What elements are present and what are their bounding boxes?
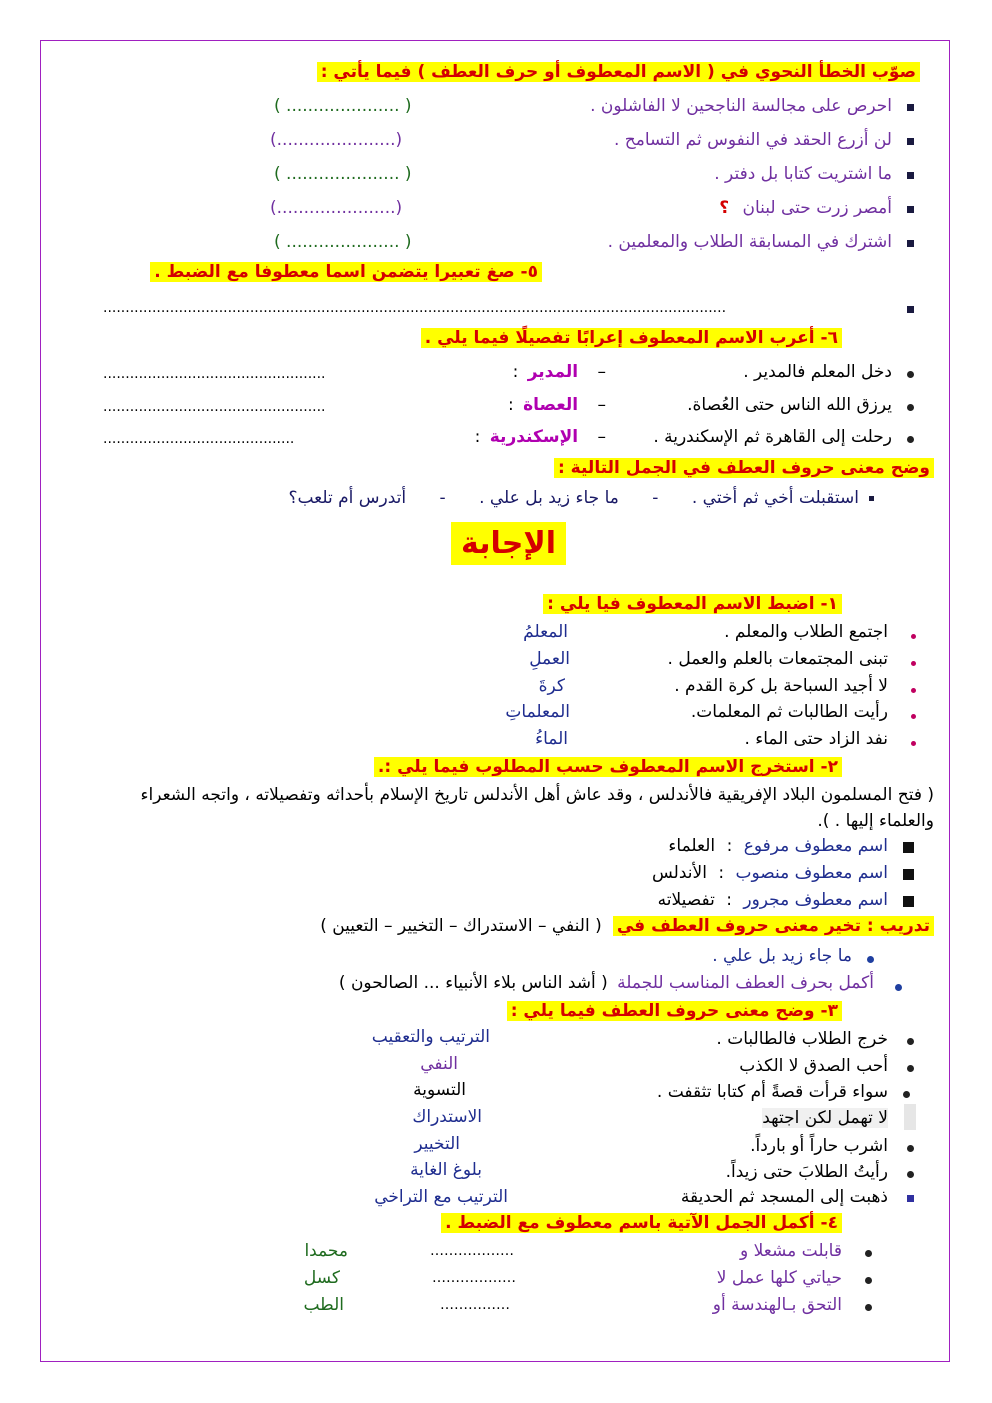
- training-label: تدريب : تخير معنى حروف العطف في: [613, 916, 934, 936]
- a2-item-1: [668, 836, 888, 856]
- a2-value-3: تفصيلاته: [657, 890, 715, 910]
- bullet-icon: [907, 404, 914, 411]
- bullet-icon: [907, 1038, 914, 1045]
- q1-item-5: اشترك في المسابقة الطلاب والمعلمين .: [607, 232, 892, 252]
- a2-passage-line-1: ( فتح المسلمون البلاد الإفريقية فالأندلس ، وقد عاش أهل الأندلس تاريخ الإسلام بأحداثه وتفصيلاته ، واتجه الشعراء: [140, 785, 934, 805]
- training-item-2-quote: ( أشد الناس بلاء الأنبياء ... الصالحون ): [338, 973, 608, 993]
- bullet-icon: [907, 1171, 914, 1178]
- q6-item-1-word: [513, 362, 606, 382]
- a2-value-2: الأندلس: [652, 863, 707, 883]
- q1-blank-1: ( ..................... ): [274, 96, 412, 116]
- a1-item-1: اجتمع الطلاب والمعلم .: [724, 622, 888, 642]
- a3-answer-1: الترتيب والتعقيب: [371, 1027, 490, 1047]
- bullet-icon: [907, 436, 914, 443]
- a1-answer-3: كرةَ: [538, 676, 565, 696]
- a4-answer-1: محمدا: [304, 1241, 348, 1261]
- square-bullet-icon: [907, 306, 914, 313]
- separator: -: [652, 488, 659, 508]
- training-item-2-prefix: أكمل بحرف العطف المناسب للجملة: [617, 973, 874, 993]
- training-options: ( النفي – الاستدراك – التخيير – التعيين ): [320, 916, 602, 936]
- dash: –: [597, 427, 606, 447]
- q7-heading-text: وضح معنى حروف العطف في الجمل التالية :: [554, 458, 934, 478]
- bullet-icon: [865, 1250, 872, 1257]
- square-bullet-icon: [907, 240, 914, 247]
- a3-answer-4: الاستدراك: [412, 1107, 482, 1127]
- q6-item-3-word: [475, 427, 606, 447]
- colon: :: [726, 836, 733, 856]
- q1-item-4-text: أمصر زرت حتى لبنان: [742, 198, 892, 218]
- bullet-icon: [911, 741, 916, 746]
- q1-item-4: [719, 198, 892, 218]
- bullet-icon: [907, 371, 914, 378]
- q7-sentence-1: استقبلت أخي ثم أختي .: [691, 488, 859, 508]
- square-bullet-icon: [903, 842, 914, 853]
- separator: -: [439, 488, 446, 508]
- a1-answer-5: الماءُ: [535, 729, 568, 749]
- q1-blank-5: ( ..................... ): [274, 232, 412, 252]
- a1-heading: [543, 594, 842, 614]
- a4-heading-text: ٤- أكمل الجمل الآتية باسم معطوف مع الضبط .: [441, 1213, 842, 1233]
- a2-value-1: العلماء: [668, 836, 716, 856]
- a2-label-3: اسم معطوف مجرور: [743, 890, 888, 910]
- q1-item-1: احرص على مجالسة الناجحين لا الفاشلون .: [590, 96, 892, 116]
- bullet-icon: [911, 714, 916, 719]
- a2-passage-line-2: والعلماء إليها . ).: [817, 811, 934, 831]
- a3-item-1: خرج الطلاب فالطالبات .: [716, 1029, 888, 1049]
- a3-item-6: رأيتُ الطلابَ حتى زيداً.: [725, 1162, 888, 1182]
- a1-item-3: لا أجيد السباحة بل كرة القدم .: [674, 676, 888, 696]
- q7-heading: [554, 458, 934, 478]
- q6-word-1: المدير: [527, 362, 579, 382]
- colon: :: [726, 890, 732, 910]
- a2-label-1: اسم معطوف مرفوع: [743, 836, 888, 856]
- a3-item-3: سواء قرأت قصةً أم كتابا تثقفت .: [656, 1082, 888, 1102]
- a1-answer-2: العملِ: [529, 649, 570, 669]
- q7-sentence-2: ما جاء زيد بل علي .: [479, 488, 619, 508]
- a3-answer-3: التسوية: [413, 1080, 466, 1100]
- a3-answer-6: بلوغ الغاية: [410, 1160, 482, 1180]
- a3-answer-5: التخيير: [414, 1134, 460, 1154]
- a4-heading: [441, 1213, 842, 1233]
- bullet-icon: [907, 1145, 914, 1152]
- a2-item-2: [652, 863, 888, 883]
- a1-item-4: رأيت الطالبات ثم المعلمات.: [690, 702, 888, 722]
- q5-answer-line: ............................................................................................................................................: [103, 300, 727, 316]
- colon: :: [474, 427, 481, 447]
- colon: :: [507, 395, 514, 415]
- q6-item-2-dots: ..................................................: [103, 399, 326, 415]
- q6-word-3: الإسكندرية: [489, 427, 579, 447]
- training-item-2: [339, 973, 874, 993]
- q6-heading: [421, 328, 842, 348]
- bullet-icon: [867, 956, 874, 963]
- question-mark: ؟: [719, 198, 730, 218]
- dash: –: [597, 362, 606, 382]
- q6-item-3-dots: ...........................................: [103, 431, 295, 447]
- square-bullet-icon: [869, 496, 874, 501]
- q1-blank-3: ( ..................... ): [274, 164, 412, 184]
- a4-dots-2: ………………: [432, 1270, 516, 1286]
- bullet-icon: [911, 634, 916, 639]
- a1-heading-text: ١- اضبط الاسم المعطوف فيا يلي :: [543, 594, 842, 614]
- q7-sentence-3: أتدرس أم تلعب؟: [288, 488, 407, 508]
- a3-item-5: اشرب حاراً أو بارداً.: [750, 1136, 888, 1156]
- q5-heading-text: ٥- صغ تعبيرا يتضمن اسما معطوفا مع الضبط .: [150, 262, 542, 282]
- q6-item-2-sentence: يرزق الله الناس حتى العُصاة.: [687, 395, 892, 415]
- training-item-1: ما جاء زيد بل علي .: [712, 946, 852, 966]
- q7-sentences: [288, 488, 859, 508]
- q1-item-2: لن أزرع الحقد في النفوس ثم التسامح .: [613, 130, 892, 150]
- answer-title: [451, 526, 566, 562]
- q6-item-2-word: [508, 395, 606, 415]
- a2-heading: [374, 757, 842, 777]
- bullet-icon: [865, 1304, 872, 1311]
- colon: :: [718, 863, 725, 883]
- a1-answer-1: المعلمُ: [523, 622, 568, 642]
- q5-heading: [150, 262, 542, 282]
- bullet-icon: [911, 661, 916, 666]
- square-bullet-icon: [907, 1195, 914, 1202]
- q1-item-3: ما اشتريت كتابا بل دفتر .: [714, 164, 892, 184]
- square-bullet-icon: [903, 896, 914, 907]
- training-row: [320, 916, 934, 936]
- q1-blank-2: (......................): [270, 130, 403, 150]
- a4-dots-3: ……………: [440, 1297, 510, 1313]
- dash: –: [597, 395, 606, 415]
- q6-word-2: العصاة: [523, 395, 579, 415]
- a3-item-2: أحب الصدق لا الكذب: [739, 1056, 888, 1076]
- a3-answer-7: الترتيب مع التراخي: [374, 1187, 508, 1207]
- q1-heading: [317, 62, 920, 82]
- bullet-icon: [903, 1091, 910, 1098]
- a2-heading-text: ٢- استخرج الاسم المعطوف حسب المطلوب فيما يلي :.: [374, 757, 842, 777]
- bullet-icon: [907, 1065, 914, 1072]
- q6-item-1-sentence: دخل المعلم فالمدير .: [743, 362, 892, 382]
- a4-answer-2: كسل: [303, 1268, 340, 1288]
- a4-answer-3: الطب: [303, 1295, 344, 1315]
- bullet-placeholder: [904, 1104, 916, 1130]
- a3-heading-text: ٣- وضح معنى حروف العطف فيما يلي :: [507, 1001, 842, 1021]
- square-bullet-icon: [903, 869, 914, 880]
- a2-label-2: اسم معطوف منصوب: [735, 863, 888, 883]
- q6-item-1-dots: ..................................................: [103, 366, 326, 382]
- square-bullet-icon: [907, 172, 914, 179]
- a3-heading: [507, 1001, 842, 1021]
- q1-heading-text: صوّب الخطأ النحوي في ( الاسم المعطوف أو حرف العطف ) فيما يأتي :: [317, 62, 920, 82]
- a3-answer-2: النفي: [420, 1054, 458, 1074]
- colon: :: [512, 362, 519, 382]
- a1-answer-4: المعلماتِ: [505, 702, 570, 722]
- square-bullet-icon: [907, 206, 914, 213]
- bullet-icon: [865, 1277, 872, 1284]
- a4-dots-1: ………………: [430, 1243, 514, 1259]
- square-bullet-icon: [907, 138, 914, 145]
- a4-item-2: حياتي كلها عمل لا: [716, 1268, 842, 1288]
- a1-item-2: تبنى المجتمعات بالعلم والعمل .: [667, 649, 888, 669]
- q6-heading-text: ٦- أعرب الاسم المعطوف إعرابًا تفصيلًا فيما يلي .: [421, 328, 842, 348]
- answer-title-text: الإجابة: [451, 522, 566, 565]
- q6-item-3-sentence: رحلت إلى القاهرة ثم الإسكندرية .: [653, 427, 892, 447]
- q1-blank-4: (......................): [270, 198, 403, 218]
- a4-item-1: قابلت مشعلا و: [740, 1241, 842, 1261]
- a4-item-3: التحق بـالهندسة أو: [712, 1295, 842, 1315]
- a1-item-5: نفد الزاد حتى الماء .: [744, 729, 888, 749]
- a3-item-7: ذهبت إلى المسجد ثم الحديقة: [680, 1187, 888, 1207]
- bullet-icon: [911, 688, 916, 693]
- a3-item-4: لا تهمل لكن اجتهد: [762, 1108, 888, 1128]
- a2-item-3: [658, 890, 888, 910]
- square-bullet-icon: [907, 104, 914, 111]
- bullet-icon: [895, 984, 902, 991]
